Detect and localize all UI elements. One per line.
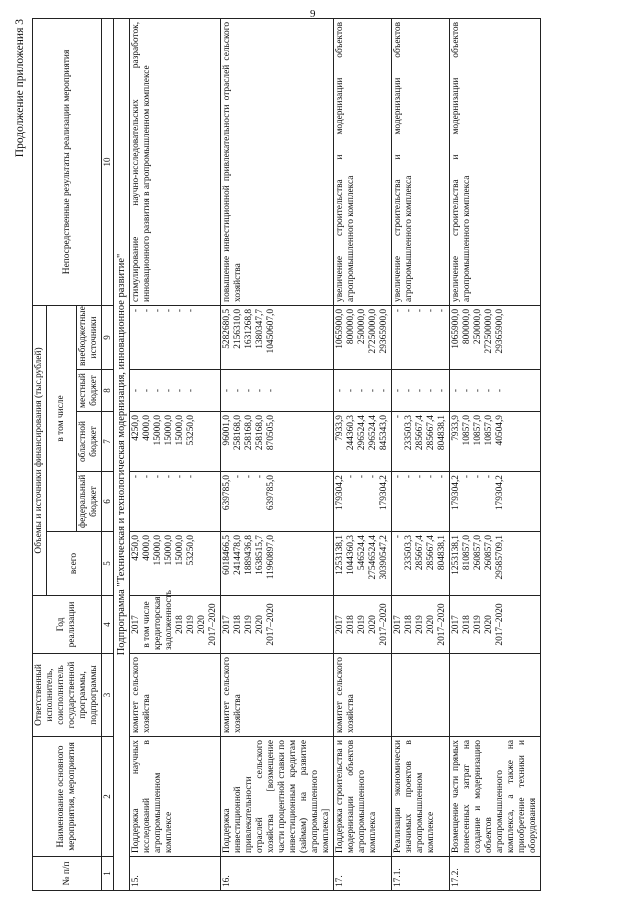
- extrabudget-value: 250000,0: [357, 308, 367, 345]
- regional-value: 4000,0: [142, 415, 152, 441]
- regional-value: 10857,0: [473, 415, 483, 446]
- extrabudget-value: 29365900,0: [379, 308, 389, 354]
- extrabudget-value: 27250000,0: [484, 308, 494, 354]
- local-value: -: [415, 388, 425, 393]
- regional-value: 258168,0: [244, 415, 254, 451]
- subprogram-title: Подпрограмма "Техническая и технологическая модернизация, инновационное развитие": [114, 18, 130, 890]
- year-value: 2019: [415, 615, 425, 634]
- year-value: 2019: [244, 615, 254, 634]
- total-value: 285667,4: [426, 535, 436, 571]
- federal-value: -: [255, 475, 265, 479]
- local-value: -: [142, 388, 152, 393]
- year-value: 2018: [175, 615, 185, 634]
- total-value: 1044360,3: [346, 535, 356, 575]
- federal-value: 179304,2: [379, 475, 389, 511]
- measure-name-cell: Поддержка строительства и модернизации объектов агропромышленного комплекса: [334, 737, 392, 857]
- extrabudget-value: -: [164, 308, 174, 313]
- extrabudget-value: -: [186, 308, 196, 313]
- continuation-caption: Продолжение приложения 3: [14, 19, 26, 158]
- regional-value: 15000,0: [164, 415, 174, 446]
- regional-value: 10857,0: [484, 415, 494, 446]
- local-value: -: [379, 388, 389, 393]
- federal-value: -: [484, 475, 494, 479]
- total-value: 1253138,1: [335, 535, 345, 575]
- federal-cell: [450, 472, 541, 532]
- total-value: 4000,0: [142, 535, 152, 561]
- header-num: № п/п: [33, 857, 102, 891]
- header-volumes: Объемы и источники финансирования (тыс.рублей): [33, 305, 47, 595]
- header-local: местный бюджет: [77, 370, 102, 412]
- column-number: 7: [102, 412, 114, 472]
- measure-name-cell: Поддержка инвестиционной привлекательности отраслей сельского хозяйства [возмещение части процентной ставки по инвестиционным кредитам (займам) на развитие агропромышленного комплекса]: [221, 737, 334, 857]
- federal-cell: [221, 472, 334, 532]
- regional-value: 296524,4: [357, 415, 367, 451]
- local-cell: [221, 370, 334, 412]
- local-cell: [392, 370, 450, 412]
- extrabudget-cell: [334, 305, 392, 369]
- extrabudget-value: -: [153, 308, 163, 313]
- extrabudget-value: -: [393, 308, 403, 313]
- year-value: 2019: [186, 615, 196, 634]
- federal-value: 639785,0: [266, 475, 276, 511]
- table-row: [221, 18, 334, 890]
- regional-value: 804838,1: [437, 415, 447, 451]
- extrabudget-value: -: [415, 308, 425, 313]
- local-value: -: [426, 388, 436, 393]
- federal-cell: [392, 472, 450, 532]
- result-cell: увеличение строительства и модернизации объектов агропромышленного комплекса: [334, 18, 392, 305]
- responsible-cell: комитет сельского хозяйства: [130, 654, 221, 737]
- extrabudget-value: 1631268,8: [244, 308, 254, 349]
- result-cell: стимулирование научно-исследовательских разработок, инновационного развития в агропромышленном комплексе: [130, 18, 221, 305]
- extrabudget-cell: [392, 305, 450, 369]
- table-row: [130, 18, 221, 890]
- federal-value: -: [233, 475, 243, 479]
- year-value: 2020: [484, 615, 494, 634]
- year-value: 2020: [255, 615, 265, 634]
- header-total: всего: [47, 532, 102, 596]
- total-value: 53250,0: [186, 535, 196, 566]
- extrabudget-value: -: [426, 308, 436, 313]
- row-number-cell: 16.: [221, 857, 334, 891]
- federal-value: -: [426, 475, 436, 479]
- federal-value: 179304,2: [451, 475, 461, 511]
- total-value: 15000,0: [175, 535, 185, 566]
- extrabudget-value: 5282680,5: [222, 308, 232, 349]
- header-including: в том числе: [47, 305, 77, 531]
- total-value: 2414478,0: [233, 535, 243, 575]
- federal-value: -: [131, 475, 141, 479]
- total-cell: [130, 532, 221, 596]
- header-year: Год реализации: [33, 596, 102, 654]
- federal-value: -: [415, 475, 425, 479]
- year-cell: [221, 596, 334, 654]
- regional-value: 96001,0: [222, 415, 232, 446]
- column-number: 10: [102, 18, 114, 305]
- local-value: -: [222, 388, 232, 393]
- extrabudget-value: 800000,0: [346, 308, 356, 345]
- year-value: 2017: [393, 615, 403, 634]
- table-row: [450, 18, 541, 890]
- regional-value: 15000,0: [153, 415, 163, 446]
- year-value: 2018: [346, 615, 356, 634]
- year-value: 2018: [462, 615, 472, 634]
- extrabudget-value: 800000,0: [462, 308, 472, 345]
- year-cell: [450, 596, 541, 654]
- federal-cell: [130, 472, 221, 532]
- local-value: -: [473, 388, 483, 393]
- column-number: 9: [102, 305, 114, 369]
- local-cell: [334, 370, 392, 412]
- extrabudget-value: 10450607,0: [266, 308, 276, 354]
- total-value: 1889436,8: [244, 535, 254, 575]
- column-number: 4: [102, 596, 114, 654]
- total-value: 1638515,7: [255, 535, 265, 575]
- year-value: 2017–2020: [208, 603, 218, 646]
- page-number: 9: [310, 8, 316, 20]
- federal-value: -: [142, 475, 152, 479]
- year-cell: [334, 596, 392, 654]
- financing-table: [32, 18, 541, 891]
- federal-value: 179304,2: [335, 475, 345, 511]
- extrabudget-cell: [450, 305, 541, 369]
- measure-name-cell: Поддержка научных исследований в агропромышленном комплексе: [130, 737, 221, 857]
- local-value: -: [393, 388, 403, 393]
- year-value: 2017: [451, 615, 461, 634]
- row-number-cell: 17.2.: [450, 857, 541, 891]
- federal-value: -: [175, 475, 185, 479]
- year-value: 2020: [197, 615, 207, 634]
- regional-cell: [130, 412, 221, 472]
- result-cell: повышение инвестиционной привлекательности отраслей сельского хозяйства: [221, 18, 334, 305]
- total-value: 15000,0: [164, 535, 174, 566]
- responsible-cell: комитет сельского хозяйства: [221, 654, 334, 737]
- measure-name-cell: Реализация экономически значимых проектов в агропромышленном комплексе: [392, 737, 450, 857]
- regional-cell: [334, 412, 392, 472]
- responsible-cell: [450, 654, 541, 737]
- local-value: -: [233, 388, 243, 393]
- local-value: -: [437, 388, 447, 393]
- total-cell: [392, 532, 450, 596]
- regional-value: -: [393, 415, 403, 419]
- regional-value: 4250,0: [131, 415, 141, 441]
- local-value: -: [175, 388, 185, 393]
- extrabudget-value: 250000,0: [473, 308, 483, 345]
- total-value: 1253138,1: [451, 535, 461, 575]
- regional-cell: [450, 412, 541, 472]
- total-value: 11960897,0: [266, 535, 276, 580]
- regional-value: 7933,9: [335, 415, 345, 441]
- total-value: 15000,0: [153, 535, 163, 566]
- header-result: Непосредственные результаты реализации мероприятия: [33, 18, 102, 305]
- column-number: 8: [102, 370, 114, 412]
- extrabudget-value: 1380347,7: [255, 308, 265, 349]
- year-cell: [130, 590, 221, 654]
- federal-value: -: [244, 475, 254, 479]
- federal-value: 179304,2: [495, 475, 505, 511]
- local-value: -: [186, 388, 196, 393]
- total-value: 233503,3: [404, 535, 414, 571]
- regional-value: 845343,0: [379, 415, 389, 451]
- extrabudget-value: 1065900,0: [335, 308, 345, 349]
- extrabudget-value: 29365900,0: [495, 308, 505, 354]
- local-value: -: [404, 388, 414, 393]
- regional-value: 15000,0: [175, 415, 185, 446]
- local-value: -: [164, 388, 174, 393]
- federal-value: -: [153, 475, 163, 479]
- header-extrabudget: внебюджетные источники: [77, 305, 102, 369]
- regional-value: 10857,0: [462, 415, 472, 446]
- header-name: Наименование основного мероприятия, мероприятия: [33, 737, 102, 857]
- year-value: 2017: [131, 615, 141, 634]
- total-cell: [450, 532, 541, 596]
- responsible-cell: [392, 654, 450, 737]
- row-number-cell: 15.: [130, 857, 221, 891]
- total-value: 30390547,2: [379, 535, 389, 580]
- local-value: -: [255, 388, 265, 393]
- row-number-cell: 17.: [334, 857, 392, 891]
- regional-value: 285667,4: [426, 415, 436, 451]
- year-value: 2020: [368, 615, 378, 634]
- measure-name-cell: Возмещение части прямых понесенных затрат на создание и модернизацию объектов агропромышленного комплекса, а также на приобретение техники и оборудования: [450, 737, 541, 857]
- total-cell: [221, 532, 334, 596]
- regional-value: 244360,3: [346, 415, 356, 451]
- local-value: -: [484, 388, 494, 393]
- regional-cell: [392, 412, 450, 472]
- federal-value: -: [473, 475, 483, 479]
- extrabudget-value: -: [437, 308, 447, 313]
- year-value: 2017–2020: [437, 603, 447, 646]
- year-value: 2018: [233, 615, 243, 634]
- year-value: 2018: [404, 615, 414, 634]
- extrabudget-value: 1065900,0: [451, 308, 461, 349]
- extrabudget-value: 27250000,0: [368, 308, 378, 354]
- local-value: -: [244, 388, 254, 393]
- year-value: 2017–2020: [266, 603, 276, 646]
- regional-value: 258168,0: [233, 415, 243, 451]
- regional-value: 53250,0: [186, 415, 196, 446]
- federal-value: -: [437, 475, 447, 479]
- extrabudget-value: 2156310,0: [233, 308, 243, 349]
- total-value: 804838,1: [437, 535, 447, 571]
- local-value: -: [131, 388, 141, 393]
- regional-value: 233503,3: [404, 415, 414, 451]
- federal-value: -: [186, 475, 196, 479]
- header-responsible: Ответственный исполнитель, соисполнитель государственной программы, подпрограммы: [33, 654, 102, 737]
- local-value: -: [368, 388, 378, 393]
- year-value: 2019: [357, 615, 367, 634]
- extrabudget-cell: [130, 305, 221, 369]
- federal-value: -: [164, 475, 174, 479]
- regional-value: 285667,4: [415, 415, 425, 451]
- total-value: 6018466,5: [222, 535, 232, 575]
- federal-value: -: [357, 475, 367, 479]
- table-row: [334, 18, 392, 890]
- result-cell: увеличение строительства и модернизации объектов агропромышленного комплекса: [450, 18, 541, 305]
- rotated-page: [10, 15, 630, 895]
- result-cell: увеличение строительства и модернизации объектов агропромышленного комплекса: [392, 18, 450, 305]
- extrabudget-value: -: [175, 308, 185, 313]
- federal-value: -: [346, 475, 356, 479]
- regional-cell: [221, 412, 334, 472]
- responsible-cell: комитет сельского хозяйства: [334, 654, 392, 737]
- year-value: 2020: [426, 615, 436, 634]
- column-number: 3: [102, 654, 114, 737]
- extrabudget-value: -: [131, 308, 141, 313]
- total-value: 4250,0: [131, 535, 141, 561]
- total-value: 27546524,4: [368, 535, 378, 580]
- table-body: [130, 18, 541, 890]
- total-value: 546524,4: [357, 535, 367, 571]
- total-value: 810857,0: [462, 535, 472, 571]
- header-regional: областной бюджет: [77, 412, 102, 472]
- local-cell: [130, 370, 221, 412]
- total-value: -: [393, 535, 403, 539]
- local-cell: [450, 370, 541, 412]
- column-number: 1: [102, 857, 114, 891]
- total-value: 29585709,1: [495, 535, 505, 580]
- column-numbers-row: [102, 18, 114, 890]
- local-value: -: [153, 388, 163, 393]
- year-value: 2017: [335, 615, 345, 634]
- regional-value: 40504,9: [495, 415, 505, 446]
- column-number: 5: [102, 532, 114, 596]
- table-row: [392, 18, 450, 890]
- extrabudget-value: -: [142, 308, 152, 313]
- total-value: 285667,4: [415, 535, 425, 571]
- federal-value: -: [393, 475, 403, 479]
- local-value: -: [462, 388, 472, 393]
- header-federal: федеральный бюджет: [77, 472, 102, 532]
- column-number: 6: [102, 472, 114, 532]
- extrabudget-cell: [221, 305, 334, 369]
- local-value: -: [451, 388, 461, 393]
- federal-value: -: [462, 475, 472, 479]
- local-value: -: [495, 388, 505, 393]
- federal-cell: [334, 472, 392, 532]
- local-value: -: [335, 388, 345, 393]
- year-value: 2017: [222, 615, 232, 634]
- year-value: 2019: [473, 615, 483, 634]
- total-value: 260857,0: [484, 535, 494, 571]
- year-value: в том числе кредиторская задолженность: [142, 590, 174, 650]
- regional-value: 258168,0: [255, 415, 265, 451]
- regional-value: 870505,0: [266, 415, 276, 451]
- column-number: 2: [102, 737, 114, 857]
- local-value: -: [346, 388, 356, 393]
- total-value: 260857,0: [473, 535, 483, 571]
- local-value: -: [266, 388, 276, 393]
- federal-value: 639785,0: [222, 475, 232, 511]
- federal-value: -: [368, 475, 378, 479]
- federal-value: -: [404, 475, 414, 479]
- total-cell: [334, 532, 392, 596]
- extrabudget-value: -: [404, 308, 414, 313]
- regional-value: 296524,4: [368, 415, 378, 451]
- year-value: 2017–2020: [379, 603, 389, 646]
- row-number-cell: 17.1.: [392, 857, 450, 891]
- regional-value: 7933,9: [451, 415, 461, 441]
- year-cell: [392, 596, 450, 654]
- year-value: 2017–2020: [495, 603, 505, 646]
- local-value: -: [357, 388, 367, 393]
